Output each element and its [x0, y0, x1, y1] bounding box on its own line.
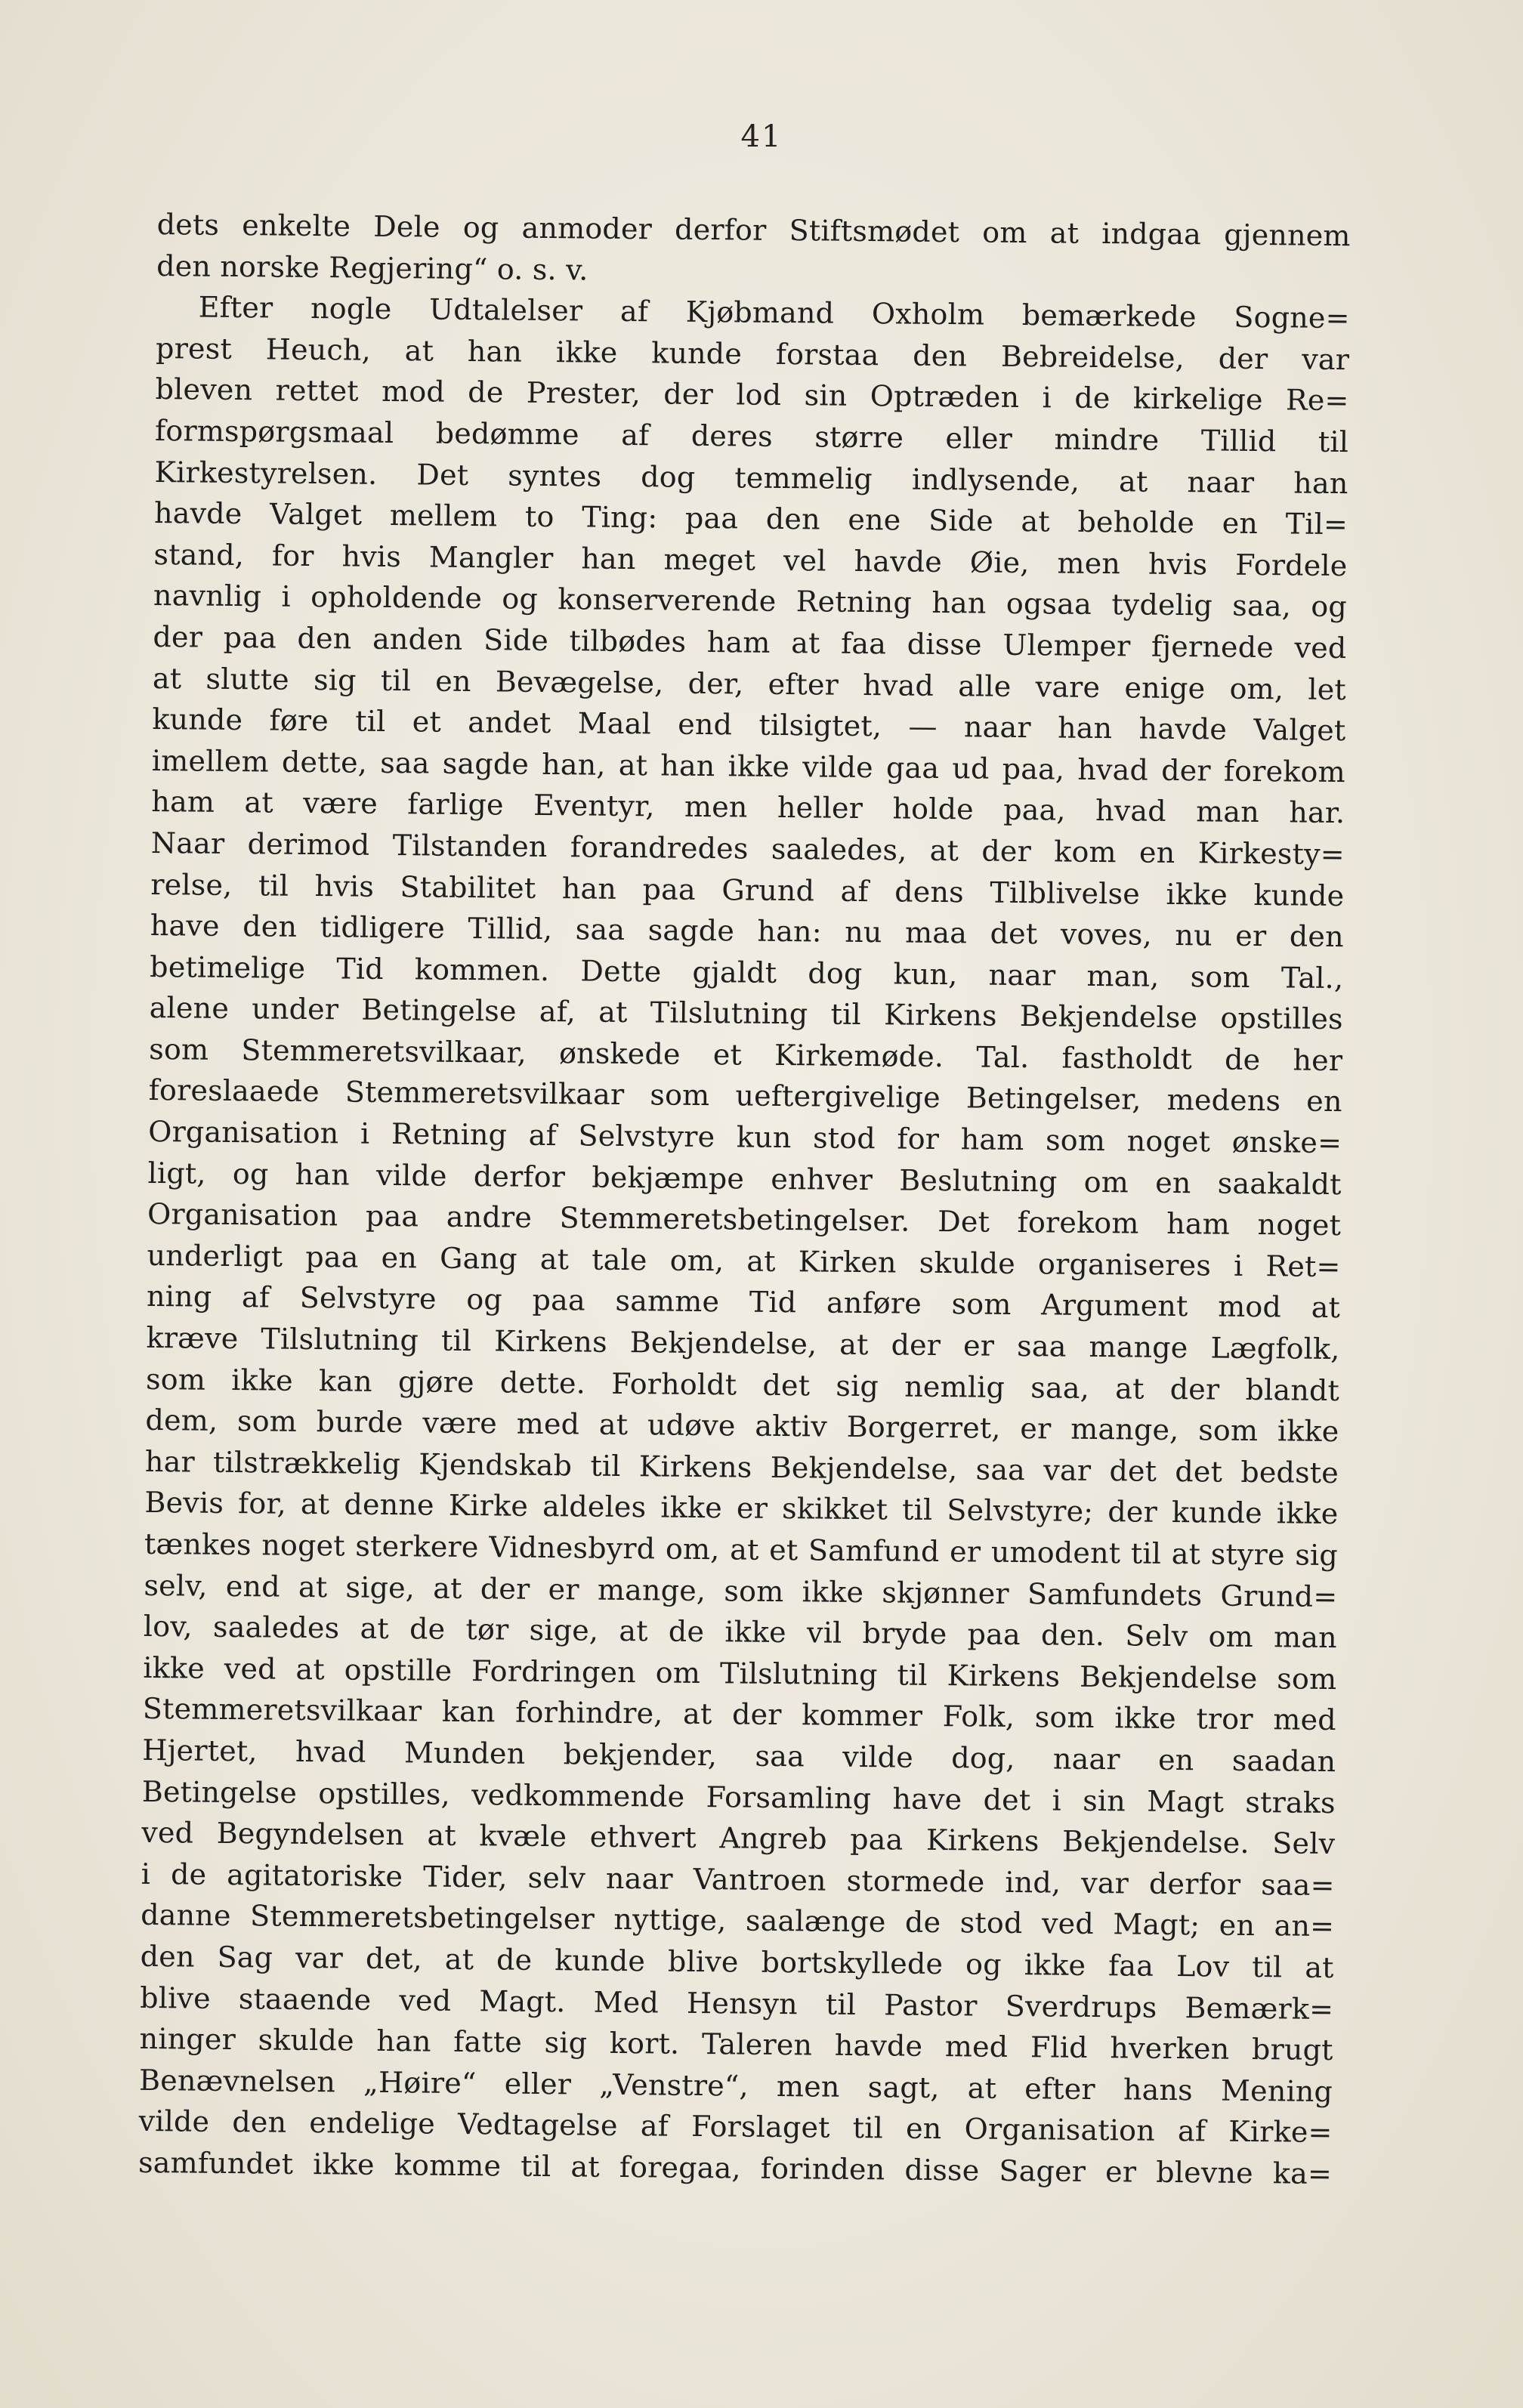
text-line: som Stemmeretsvilkaar, ønskede et Kirkemøde. Tal. fastholdt de her — [149, 1032, 1343, 1077]
text-line: tænkes noget sterkere Vidnesbyrd om, at et Samfund er umodent til at styre sig — [144, 1527, 1339, 1573]
text-line: dem, som burde være med at udøve aktiv Borgerret, er mange, som ikke — [145, 1403, 1339, 1449]
text-line: Kirkestyrelsen. Det syntes dog temmelig indlysende, at naar han — [154, 455, 1348, 500]
text-line: den Sag var det, at de kunde blive bortskyllede og ikke faa Lov til at — [140, 1939, 1334, 1984]
text-line: have den tidligere Tillid, saa sagde han: nu maa det voves, nu er den — [150, 909, 1344, 954]
text-line: imellem dette, saa sagde han, at han ikke vilde gaa ud paa, hvad der forekom — [151, 743, 1346, 789]
text-line: har tilstrækkelig Kjendskab til Kirkens Bekjendelse, saa var det det bedste — [144, 1444, 1339, 1490]
text-line: stand, for hvis Mangler han meget vel havde Øie, men hvis Fordele — [153, 537, 1348, 582]
text-line: bleven rettet mod de Prester, der lod sin Optræden i de kirkelige Re= — [155, 372, 1349, 418]
body-text — [138, 204, 1351, 2195]
text-line: relse, til hvis Stabilitet han paa Grund af dens Tilblivelse ikke kunde — [150, 867, 1345, 912]
text-line: danne Stemmeretsbetingelser nyttige, saalænge de stod ved Magt; en an= — [141, 1898, 1335, 1943]
text-line: den norske Regjering“ o. s. v. — [156, 249, 589, 287]
text-line: samfundet ikke komme til at foregaa, forinden disse Sager er blevne ka= — [137, 2145, 1333, 2190]
text-line: formspørgsmaal bedømme af deres større eller mindre Tillid til — [154, 413, 1349, 459]
text-line: dets enkelte Dele og anmoder derfor Stiftsmødet om at indgaa gjennem — [156, 207, 1351, 253]
page-number: 41 — [740, 119, 783, 154]
text-line: Organisation paa andre Stemmeretsbetingelser. Det forekom ham noget — [147, 1197, 1342, 1243]
text-line: ham at være farlige Eventyr, men heller holde paa, hvad man har. — [151, 785, 1345, 830]
text-line: ligt, og han vilde derfor bekjæmpe enhver Beslutning om en saakaldt — [147, 1156, 1342, 1201]
text-line: Efter nogle Udtalelser af Kjøbmand Oxholm bemærkede Sogne= — [198, 290, 1350, 335]
text-line: blive staaende ved Magt. Med Hensyn til Pastor Sverdrups Bemærk= — [139, 1980, 1334, 2026]
text-line: der paa den anden Side tilbødes ham at faa disse Ulemper fjernede ved — [153, 619, 1347, 665]
text-line: Organisation i Retning af Selvstyre kun stod for ham som noget ønske= — [148, 1115, 1342, 1160]
text-line: som ikke kan gjøre dette. Forholdt det sig nemlig saa, at der blandt — [145, 1362, 1340, 1407]
text-line: Benævnelsen „Høire“ eller „Venstre“, men sagt, at efter hans Mening — [138, 2063, 1333, 2108]
text-line: betimelige Tid kommen. Dette gjaldt dog kun, naar man, som Tal., — [150, 949, 1344, 995]
text-line: vilde den endelige Vedtagelse af Forslaget til en Organisation af Kirke= — [138, 2104, 1333, 2150]
text-line: Bevis for, at denne Kirke aldeles ikke er skikket til Selvstyre; der kunde ikke — [144, 1486, 1339, 1531]
text-line: selv, end at sige, at der er mange, som ikke skjønner Samfundets Grund= — [144, 1568, 1338, 1613]
text-line: navnlig i opholdende og konserverende Retning han ogsaa tydelig saa, og — [153, 579, 1348, 624]
text-line: i de agitatoriske Tider, selv naar Vantroen stormede ind, var derfor saa= — [141, 1857, 1335, 1902]
text-line: ved Begyndelsen at kvæle ethvert Angreb paa Kirkens Bekjendelse. Selv — [141, 1816, 1336, 1861]
text-line: alene under Betingelse af, at Tilslutning til Kirkens Bekjendelse opstilles — [149, 991, 1343, 1036]
text-line: Stemmeretsvilkaar kan forhindre, at der kommer Folk, som ikke tror med — [142, 1692, 1337, 1737]
text-line: kunde føre til et andet Maal end tilsigtet, — naar han havde Valget — [152, 702, 1346, 748]
text-line: Betingelse opstilles, vedkommende Forsamling have det i sin Magt straks — [141, 1774, 1336, 1820]
text-line: underligt paa en Gang at tale om, at Kirken skulde organiseres i Ret= — [147, 1238, 1341, 1283]
text-line: prest Heuch, at han ikke kunde forstaa den Bebreidelse, der var — [155, 331, 1350, 376]
text-line: at slutte sig til en Bevægelse, der, efter hvad alle vare enige om, let — [152, 661, 1347, 706]
text-line: ninger skulde han fatte sig kort. Taleren havde med Flid hverken brugt — [139, 2022, 1333, 2067]
text-line: ning af Selvstyre og paa samme Tid anføre som Argument mod at — [146, 1280, 1341, 1325]
text-line: Naar derimod Tilstanden forandredes saaledes, at der kom en Kirkesty= — [150, 826, 1345, 872]
text-line: foreslaaede Stemmeretsvilkaar som ueftergivelige Betingelser, medens en — [148, 1073, 1342, 1119]
text-line: havde Valget mellem to Ting: paa den ene Side at beholde en Til= — [153, 496, 1348, 542]
text-line: kræve Tilslutning til Kirkens Bekjendelse, at der er saa mange Lægfolk, — [146, 1320, 1340, 1366]
text-line: ikke ved at opstille Fordringen om Tilslutning til Kirkens Bekjendelse som — [143, 1650, 1337, 1696]
text-line: Hjertet, hvad Munden bekjender, saa vilde dog, naar en saadan — [142, 1733, 1336, 1779]
text-line: lov, saaledes at de tør sige, at de ikke vil bryde paa den. Selv om man — [143, 1610, 1338, 1655]
